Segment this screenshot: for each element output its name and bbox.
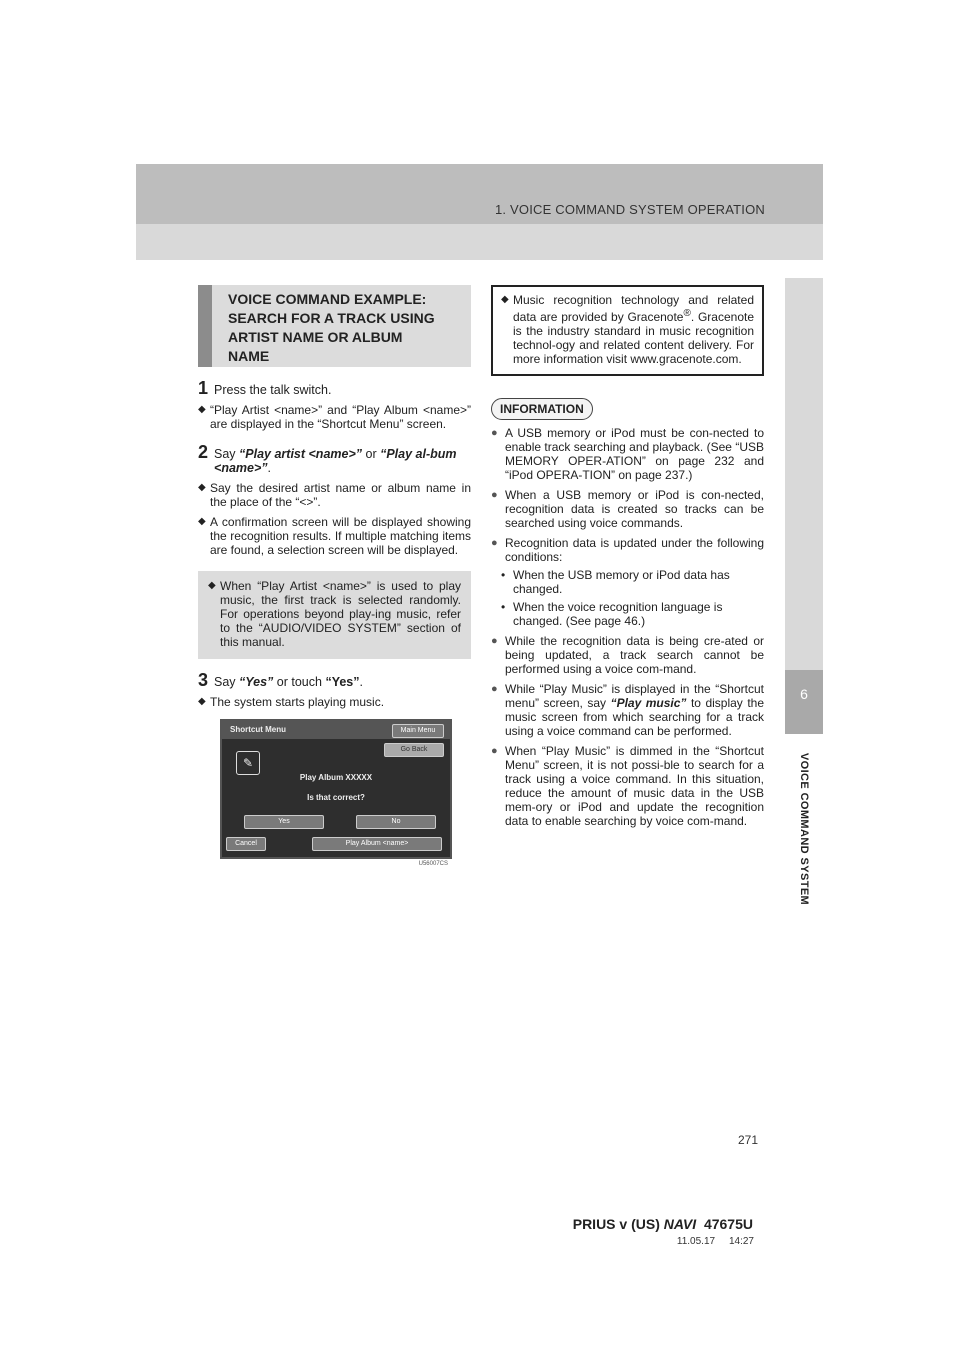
title-accent-bar (198, 285, 212, 367)
voice-command: “Play al-bum <name>” (214, 447, 457, 475)
voice-command: “Play artist <name>” (239, 447, 363, 461)
step-text: Say “Yes” or touch “Yes”. (214, 675, 363, 689)
info-item: ● Recognition data is updated under the following conditions: (491, 536, 764, 564)
go-back-button[interactable]: Go Back (384, 743, 444, 757)
step-number: 3 (198, 670, 209, 690)
step-text: Say “Play artist <name>” or “Play al-bum <name>”. (214, 447, 457, 475)
info-item: ● While the recognition data is being cre-ated or being updated, a track search cannot be performed using a voice com-mand. (491, 634, 764, 676)
step-1 (198, 379, 471, 397)
step-number: 2 (198, 442, 209, 462)
play-artist-note: ◆ When “Play Artist <name>” is used to play music, the first track is selected randomly. For operations beyond play-ing music, refer to the “AUDIO/VIDEO SYSTEM” section of this manual. (208, 579, 461, 649)
voice-icon: ✎ (236, 751, 260, 775)
info-subitem: • When the USB memory or iPod data has changed. (491, 568, 764, 596)
play-artist-note-box (198, 571, 471, 659)
page-number: 271 (738, 1133, 759, 1147)
touch-label: “Yes” (325, 675, 360, 689)
step-3 (198, 671, 471, 689)
gracenote-note: ◆ Music recognition technology and related data are provided by Gracenote®. Gracenote is the industry standard in music recognition technol-ogy and related content delivery. For more information visit www.gracenote.com. (501, 293, 754, 366)
step-3-note: ◆ The system starts playing music. (198, 695, 471, 709)
voice-command: “Play music” (610, 696, 687, 710)
play-album-button[interactable]: Play Album <name> (312, 837, 442, 851)
info-item: ● A USB memory or iPod must be con-nected to enable track searching and playback. (See “USB MEMORY OPER-ATION” on page 232 and “iPod OPERA-TION” on page 237.) (491, 426, 764, 482)
step-2-note: ◆ Say the desired artist name or album name in the place of the “<>”. (198, 481, 471, 509)
footer-timestamp: 11.05.17 14:27 (676, 1236, 754, 1247)
section-title-line-3: ARTIST NAME OR ALBUM (228, 329, 403, 345)
header-band (136, 164, 823, 260)
section-title-line-4: NAME (228, 348, 270, 364)
step-1-note: ◆ “Play Artist <name>” and “Play Album <name>” are displayed in the “Shortcut Menu” screen. (198, 403, 471, 431)
footer-model: PRIUS v (US) NAVI 47675U (572, 1216, 753, 1232)
information-badge: INFORMATION (491, 398, 593, 420)
shortcut-menu-screenshot (220, 719, 452, 867)
voice-command: “Yes” (239, 675, 274, 689)
confirm-question: Is that correct? (307, 793, 365, 802)
gracenote-box (491, 285, 764, 376)
no-button[interactable]: No (356, 815, 436, 829)
chapter-number: 6 (785, 670, 823, 734)
figure-code: U56007CS (418, 861, 448, 867)
step-text: Press the talk switch. (214, 383, 332, 397)
info-item: ● When a USB memory or iPod is con-nected, recognition data is created so tracks can be searched using voice commands. (491, 488, 764, 530)
info-item: ● When “Play Music” is dimmed in the “Shortcut Menu” screen, it is not possi-ble to search for a track using a voice command. In this situation, reduce the amount of music data in the USB mem-ory or iPod and update the recognition data to enable searching by voice com-mand. (491, 744, 764, 828)
side-tab-light (785, 278, 823, 670)
screen-title: Shortcut Menu (230, 725, 286, 734)
yes-button[interactable]: Yes (244, 815, 324, 829)
section-title-line-1: VOICE COMMAND EXAMPLE: (228, 291, 427, 307)
step-number: 1 (198, 378, 209, 398)
section-title-line-2: SEARCH FOR A TRACK USING (228, 310, 435, 326)
right-column (491, 285, 764, 828)
info-item: ● While “Play Music” is displayed in the “Shortcut menu” screen, say “Play music” to display the music screen from which searching for a track using a voice command can be performed. (491, 682, 764, 738)
chapter-label: VOICE COMMAND SYSTEM (798, 752, 810, 906)
chapter-side-tab (785, 278, 823, 734)
left-column (198, 285, 471, 867)
album-confirm-text: Play Album XXXXX (299, 773, 373, 782)
cancel-button[interactable]: Cancel (226, 837, 266, 851)
main-menu-button[interactable]: Main Menu (392, 724, 444, 738)
section-title-box (198, 285, 471, 367)
section-header-title: 1. VOICE COMMAND SYSTEM OPERATION (494, 202, 765, 217)
step-2-note: ◆ A confirmation screen will be displayed showing the recognition results. If multiple matching items are found, a selection screen will be displayed. (198, 515, 471, 557)
info-subitem: • When the voice recognition language is changed. (See page 46.) (491, 600, 764, 628)
step-2 (198, 443, 471, 475)
